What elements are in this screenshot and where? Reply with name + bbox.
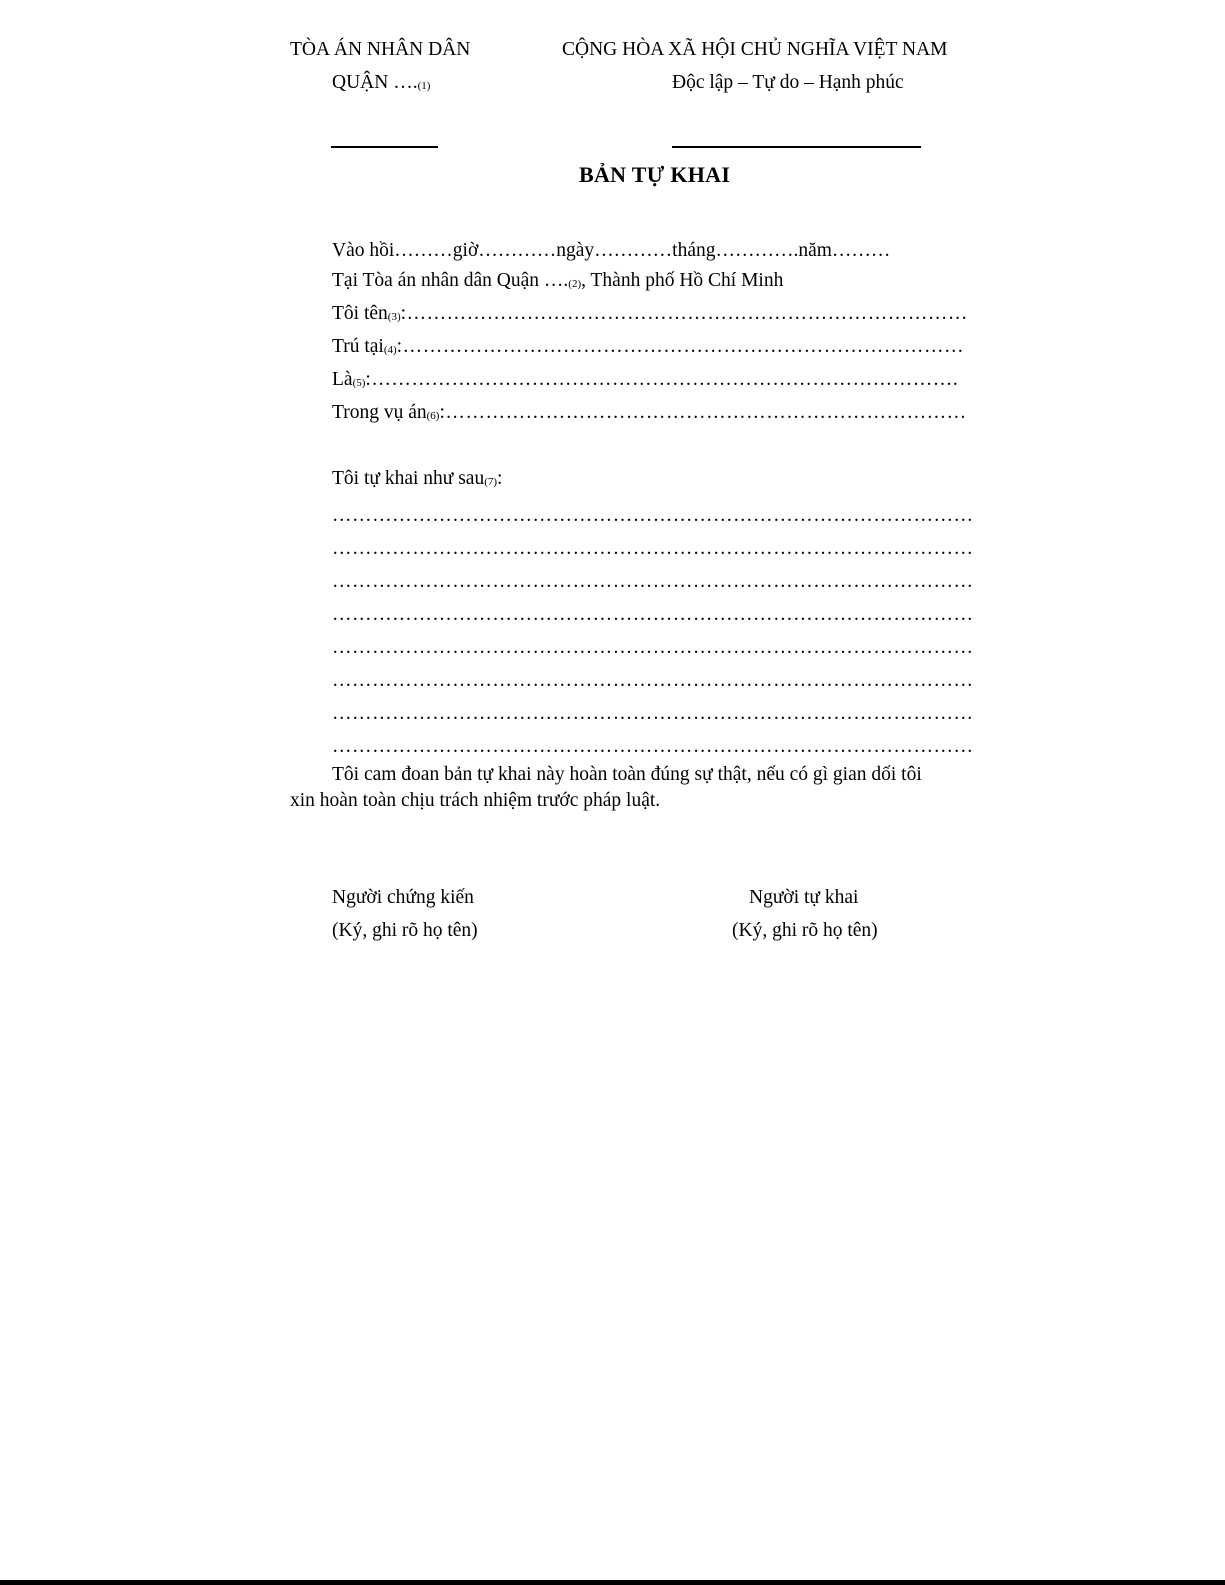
case-label: Trong vụ án bbox=[332, 402, 427, 423]
commitment-line-1: Tôi cam đoan bản tự khai này hoàn toàn đúng sự thật, nếu có gì gian dối tôi bbox=[332, 764, 922, 785]
court-underline bbox=[331, 146, 438, 148]
motto-underline bbox=[672, 146, 921, 148]
statement-line[interactable]: …………………………………………………………………………………… bbox=[332, 736, 974, 757]
footnote-marker: (4) bbox=[383, 344, 397, 356]
role-dots[interactable]: :……………………………………………………………………………. bbox=[365, 369, 959, 390]
footnote-marker: (2) bbox=[568, 278, 582, 290]
commitment-line-2: xin hoàn toàn chịu trách nhiệm trước pháp luật. bbox=[290, 790, 661, 811]
case-field[interactable] bbox=[332, 401, 967, 428]
name-label: Tôi tên bbox=[332, 303, 388, 324]
role-field[interactable] bbox=[332, 368, 958, 395]
statement-line[interactable]: …………………………………………………………………………………… bbox=[332, 604, 974, 625]
location-suffix: , Thành phố Hồ Chí Minh bbox=[581, 270, 784, 291]
nation-motto: Độc lập – Tự do – Hạnh phúc bbox=[672, 72, 904, 93]
witness-title: Người chứng kiến bbox=[332, 887, 474, 908]
statement-line[interactable]: …………………………………………………………………………………… bbox=[332, 505, 974, 526]
declarant-title: Người tự khai bbox=[749, 887, 859, 908]
location-field bbox=[332, 269, 783, 296]
statement-label bbox=[332, 467, 502, 494]
statement-line[interactable]: …………………………………………………………………………………… bbox=[332, 571, 974, 592]
statement-line[interactable]: …………………………………………………………………………………… bbox=[332, 670, 974, 691]
statement-label-text: Tôi tự khai như sau bbox=[332, 468, 485, 489]
document-title: BẢN TỰ KHAI bbox=[579, 162, 731, 187]
footnote-marker: (3) bbox=[387, 311, 401, 323]
statement-line[interactable]: …………………………………………………………………………………… bbox=[332, 637, 974, 658]
name-dots[interactable]: :………………………………………………………………………… bbox=[400, 303, 968, 324]
page-bottom-edge bbox=[0, 1580, 1225, 1585]
residence-dots[interactable]: :………………………………………………………………………… bbox=[396, 336, 965, 357]
witness-sign-instruction: (Ký, ghi rõ họ tên) bbox=[332, 920, 478, 941]
location-prefix: Tại Tòa án nhân dân Quận …. bbox=[332, 270, 569, 291]
court-district bbox=[332, 71, 430, 98]
court-district-text: QUẬN …. bbox=[332, 72, 418, 93]
footnote-marker: (5) bbox=[352, 377, 366, 389]
footnote-marker: (7) bbox=[484, 476, 498, 488]
statement-line[interactable]: …………………………………………………………………………………… bbox=[332, 538, 974, 559]
footnote-marker: (1) bbox=[417, 80, 431, 92]
residence-field[interactable] bbox=[332, 335, 964, 362]
role-label: Là bbox=[332, 369, 353, 390]
case-dots[interactable]: :…………………………………………………………………… bbox=[439, 402, 967, 423]
nation-title: CỘNG HÒA XÃ HỘI CHỦ NGHĨA VIỆT NAM bbox=[562, 39, 948, 60]
statement-colon: : bbox=[497, 468, 503, 489]
name-field[interactable] bbox=[332, 302, 968, 329]
statement-line[interactable]: …………………………………………………………………………………… bbox=[332, 703, 974, 724]
time-field[interactable]: Vào hồi………giờ…………ngày…………tháng………….năm……… bbox=[332, 240, 891, 261]
residence-label: Trú tại bbox=[332, 336, 384, 357]
declarant-sign-instruction: (Ký, ghi rõ họ tên) bbox=[732, 920, 878, 941]
footnote-marker: (6) bbox=[426, 410, 440, 422]
court-name: TÒA ÁN NHÂN DÂN bbox=[290, 39, 471, 60]
